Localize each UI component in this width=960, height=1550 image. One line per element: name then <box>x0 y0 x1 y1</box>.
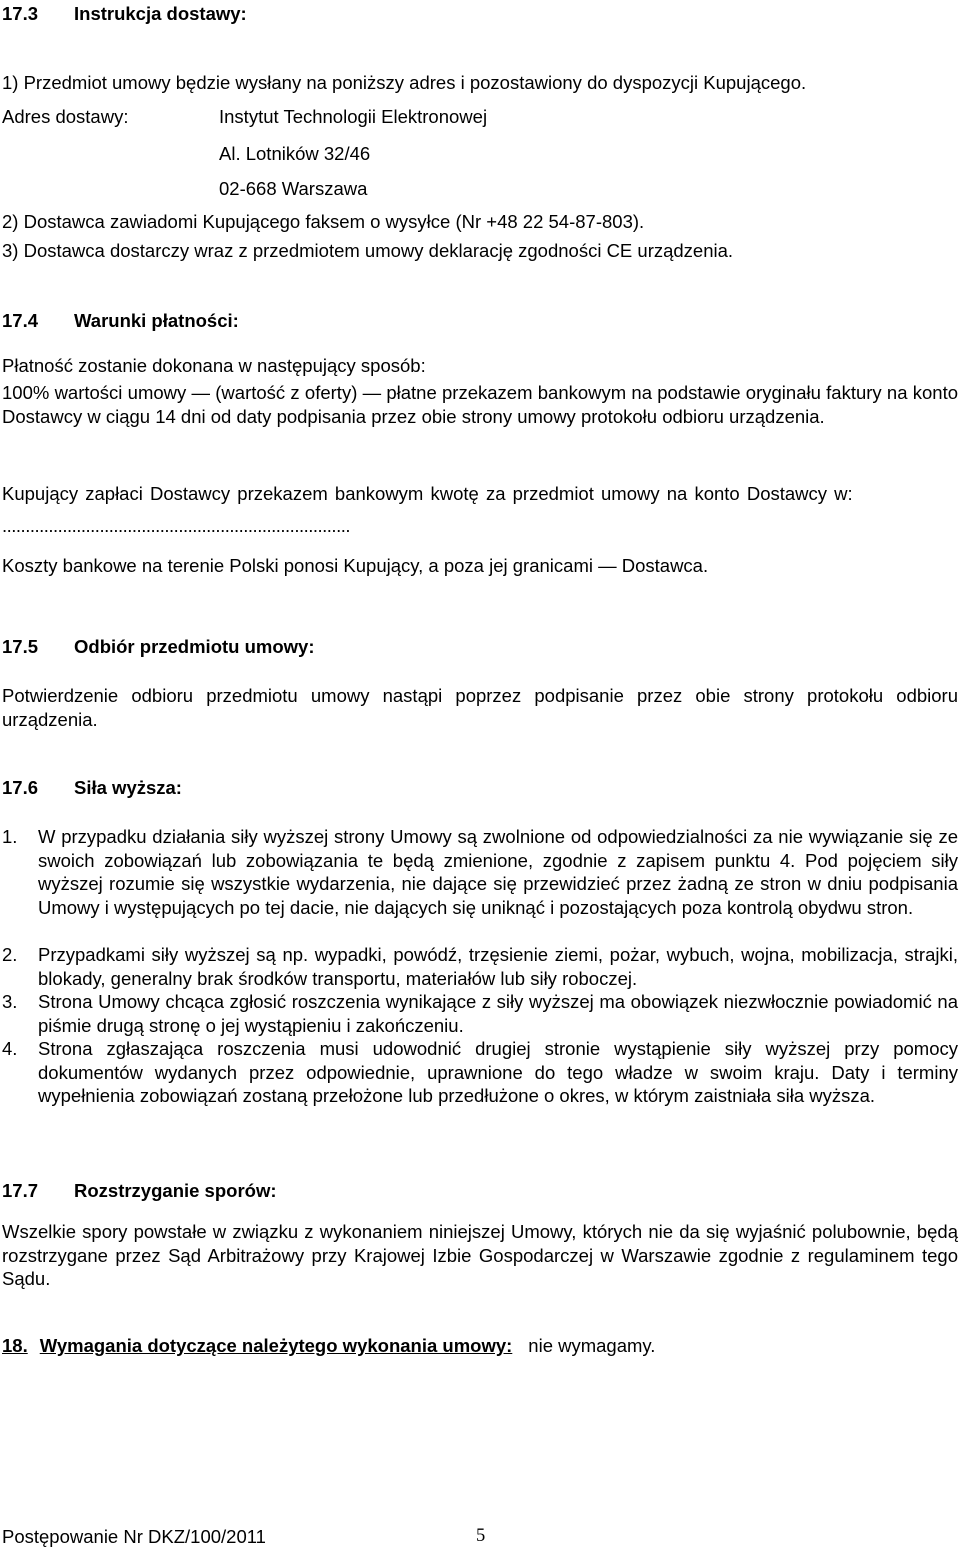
section-title: Warunki płatności: <box>74 310 239 331</box>
list-item <box>0 1037 958 1108</box>
address-line: Instytut Technologii Elektronowej <box>219 106 488 127</box>
section-17-6-heading <box>2 777 182 799</box>
address-line: Al. Lotników 32/46 <box>219 143 371 164</box>
paragraph: 100% wartości umowy — (wartość z oferty) — płatne przekazem bankowym na podstawie oryginału faktury na konto Dostawcy w ciągu 14 dni od daty podpisania przez obie strony umowy protokołu odbioru urządzenia. <box>2 382 958 427</box>
paragraph: Kupujący zapłaci Dostawcy przekazem bankowym kwotę za przedmiot umowy na konto Dostawcy w: <box>2 483 853 504</box>
list-text: W przypadku działania siły wyższej strony Umowy są zwolnione od odpowiedzialności za nie wywiązanie się ze swoich zobowiązań lub zobowiązania te będą zmienione, zgodnie z zapisem punktu 4. Pod pojęciem siły wyższej rozumie się wszystkie wydarzenia, nie dające się przewidzieć przez żadną ze stron w dniu podpisania Umowy i występujących po tej dacie, nie dających się uniknąć i pozostających poza kontrolą obydwu stron. <box>38 826 958 918</box>
page-number: 5 <box>476 1526 486 1546</box>
section-title: Siła wyższa: <box>74 777 182 798</box>
paragraph: Potwierdzenie odbioru przedmiotu umowy nastąpi poprzez podpisanie przez obie strony protokołu odbioru urządzenia. <box>2 685 958 730</box>
section-title: Wymagania dotyczące należytego wykonania umowy: <box>39 1335 513 1356</box>
paragraph: Koszty bankowe na terenie Polski ponosi Kupujący, a poza jej granicami — Dostawca. <box>2 555 709 576</box>
paragraph: 2) Dostawca zawiadomi Kupującego faksem o wysyłce (Nr +48 22 54-87-803). <box>2 211 645 232</box>
list-number: 1. <box>2 826 18 847</box>
section-number: 17.3 <box>2 3 39 24</box>
address-line: 02-668 Warszawa <box>219 178 368 199</box>
list-text: Strona zgłaszająca roszczenia musi udowodnić drugiej stronie wystąpienie siły wyższej przy pomocy dokumentów wydanych przez odpowiednie, uprawnione do tego władze w swoim kraju. Daty i terminy wypełnienia zobowiązań zostaną przełożone lub przedłużone o okres, w którym zaistniała siła wyższa. <box>38 1038 958 1106</box>
paragraph: Płatność zostanie dokonana w następujący sposób: <box>2 355 426 376</box>
section-number: 17.4 <box>2 310 39 331</box>
section-17-5-heading <box>2 636 315 658</box>
list-item <box>0 825 958 919</box>
section-title: Rozstrzyganie sporów: <box>74 1180 277 1201</box>
section-number: 17.7 <box>2 1180 39 1201</box>
section-number: 17.5 <box>2 636 39 657</box>
paragraph: 1) Przedmiot umowy będzie wysłany na poniższy adres i pozostawiony do dyspozycji Kupującego. <box>2 72 807 93</box>
dotted-placeholder: ........................................................................... <box>2 515 350 536</box>
list-item <box>0 943 958 990</box>
list-text: Przypadkami siły wyższej są np. wypadki, powódź, trzęsienie ziemi, pożar, wybuch, wojna, mobilizacja, strajki, blokady, generalny brak środków transportu, materiałów lub siły roboczej. <box>38 944 958 989</box>
section-title: Instrukcja dostawy: <box>74 3 247 24</box>
section-18-heading <box>2 1335 655 1357</box>
paragraph: Wszelkie spory powstałe w związku z wykonaniem niniejszej Umowy, których nie da się wyjaśnić polubownie, będą rozstrzygane przez Sąd Arbitrażowy przy Krajowej Izbie Gospodarczej w Warszawie zgodnie z regulaminem tego Sądu. <box>2 1221 958 1289</box>
address-label: Adres dostawy: <box>2 106 129 127</box>
list-item <box>0 990 958 1037</box>
paragraph: 3) Dostawca dostarczy wraz z przedmiotem umowy deklarację zgodności CE urządzenia. <box>2 240 734 261</box>
section-value: nie wymagamy. <box>528 1335 656 1356</box>
section-17-7-heading <box>2 1180 277 1202</box>
list-text: Strona Umowy chcąca zgłosić roszczenia wynikające z siły wyższej ma obowiązek niezwłocznie powiadomić na piśmie drugą stronę o jej wystąpieniu i zakończeniu. <box>38 991 958 1036</box>
list-number: 3. <box>2 991 18 1012</box>
list-number: 2. <box>2 944 18 965</box>
section-number: 17.6 <box>2 777 39 798</box>
section-number: 18. <box>2 1335 28 1356</box>
section-title: Odbiór przedmiotu umowy: <box>74 636 315 657</box>
list-number: 4. <box>2 1038 18 1059</box>
section-17-4-heading <box>2 310 239 332</box>
footer-reference: Postępowanie Nr DKZ/100/2011 <box>2 1526 266 1547</box>
section-17-3-heading <box>2 3 247 25</box>
